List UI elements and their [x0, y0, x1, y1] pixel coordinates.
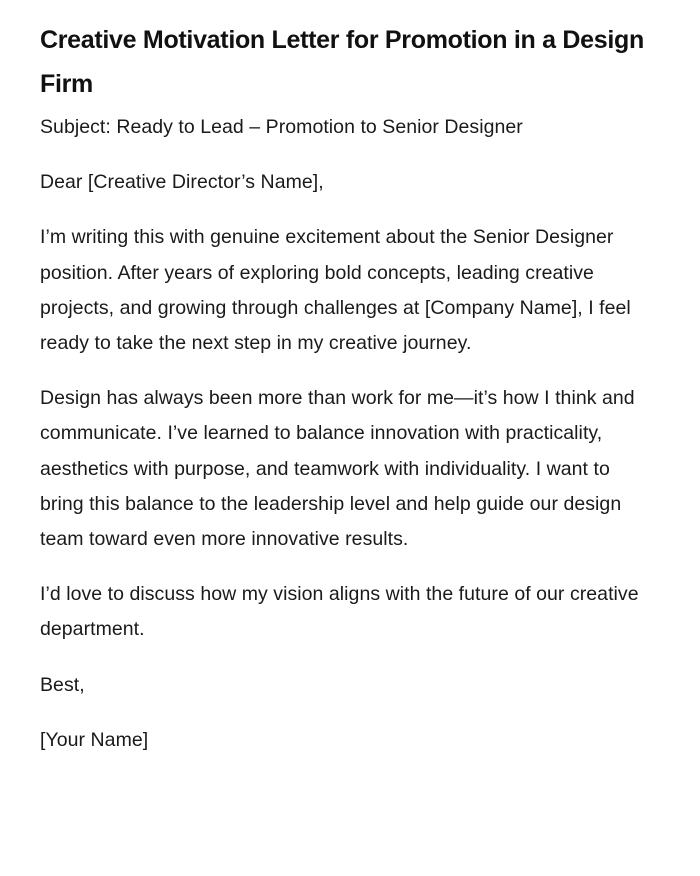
- letter-closing: Best,: [40, 673, 85, 696]
- letter-paragraph-3: I’d love to discuss how my vision aligns with the future of our creative department.: [40, 583, 639, 641]
- letter-subject: Subject: Ready to Lead – Promotion to Senior Designer: [40, 116, 523, 138]
- letter-title: Creative Motivation Letter for Promotion in a Design Firm: [40, 26, 644, 98]
- letter-salutation: Dear [Creative Director’s Name],: [40, 171, 324, 194]
- letter-paragraph-1: I’m writing this with genuine excitement about the Senior Designer position. After years of exploring bold concepts, leading creative projects, and growing through challenges at [Company Name], I feel ready to take the next step in my creative journey.: [40, 226, 631, 355]
- letter-paragraph-2: Design has always been more than work for me—it’s how I think and communicate. I’ve learned to balance innovation with practicality, aesthetics with purpose, and teamwork with individuality. I want to bring this balance to the leadership level and help guide our design team toward even more innovative results.: [40, 387, 635, 551]
- letter-signature: [Your Name]: [40, 728, 149, 751]
- letter-page: [40, 18, 648, 758]
